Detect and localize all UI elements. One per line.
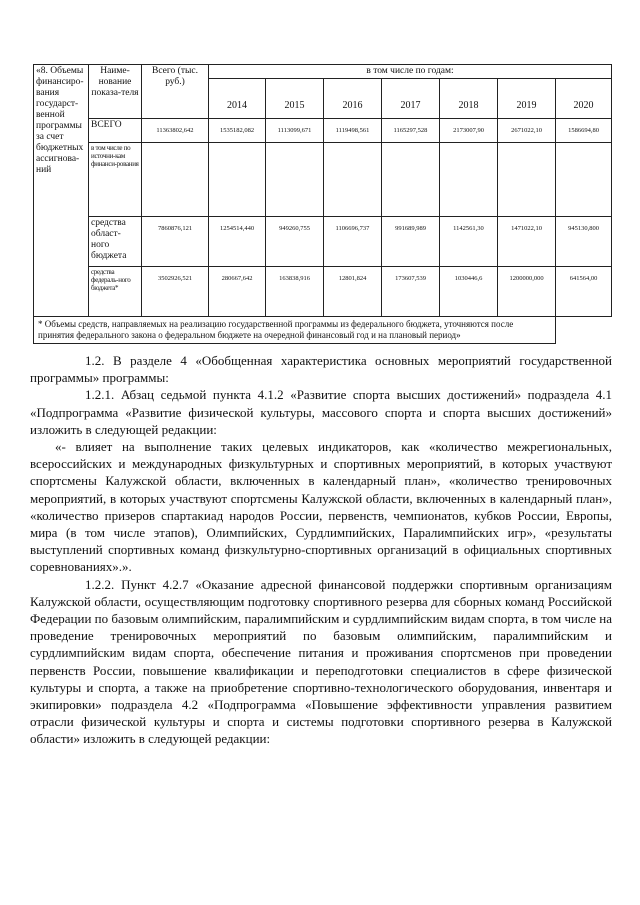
row-value: 2173007,90 [440, 119, 498, 143]
year-2014: 2014 [209, 79, 266, 119]
row-value: 991689,989 [382, 217, 440, 267]
year-2019: 2019 [498, 79, 556, 119]
row-value: 163838,916 [266, 267, 324, 317]
paragraph-1-2-1: 1.2.1. Абзац седьмой пункта 4.1.2 «Развитие спорта высших достижений» подраздела 4.1 «Подпрограмма «Развитие физической культуры, массового спорта и спорта высших достижений» изложить в следующей редакции: [30, 387, 612, 437]
header-including: в том числе по годам: [209, 65, 612, 79]
year-2015: 2015 [266, 79, 324, 119]
table-footnote: * Объемы средств, направляемых на реализацию государственной программы из федерального бюджета, уточняются после принятия федерального закона о федеральном бюджете на очередной финансовый год и на плановый период» [34, 317, 556, 344]
paragraph-1-2-2: 1.2.2. Пункт 4.2.7 «Оказание адресной финансовой поддержки спортивным организациям Калужской области, осуществляющим подготовку спортивного резерва для сборных команд Российской Федерации по базовым олимпийским, паралимпийским и сурдлимпийским видам спорта, в том числе на проведение тренировочных мероприятий по базовым олимпийским, паралимпийским и сурдлимпийским видам спорта, обеспечение питания и проживания спортсменов при проведении первенств России, повышение квалификации и переподготовки специалистов в сфере физической культуры и спорта, а также на приобретение спортивно-технологического оборудования, инвентаря и экипировки» подраздела 4.2 «Подпрограмма «Повышение эффективности управления развитием отрасли физической культуры и спорта и системы подготовки спортивного резерва в Калужской области» изложить в следующей редакции: [30, 576, 612, 747]
paragraph-quote: «- влияет на выполнение таких целевых индикаторов, как «количество межрегиональных, всероссийских и международных физкультурных и спортивных мероприятий, в которых участвуют спортсмены Калужской области, включенных в календарный план», «количество тренировочных мероприятий, в которых участвуют спортсмены Калужской области, включенных в календарный план», «количество призеров спартакиад народов России, первенств, чемпионатов, кубков России, Европы, мира (в том числе этапов), Олимпийских, Сурдлимпийских, Паралимпийских игр», «результаты выступлений спортивных команд физкультурно-спортивных организаций в официальных спортивных соревнованиях».». [30, 439, 612, 575]
row-value [382, 143, 440, 217]
year-2020: 2020 [556, 79, 612, 119]
financing-table [33, 64, 612, 344]
row-total: 11363802,642 [142, 119, 209, 143]
row-total: 3502926,521 [142, 267, 209, 317]
row-value: 2671022,10 [498, 119, 556, 143]
row-value: 1254514,440 [209, 217, 266, 267]
row-name: средства федераль-ного бюджета* [89, 267, 142, 317]
row-value [324, 143, 382, 217]
row-value: 280667,642 [209, 267, 266, 317]
row-value [440, 143, 498, 217]
year-2017: 2017 [382, 79, 440, 119]
row-name: средства област-ного бюджета [89, 217, 142, 267]
paragraph-1-2: 1.2. В разделе 4 «Обобщенная характеристика основных мероприятий государственной программы» программы: [30, 353, 612, 386]
row-total [142, 143, 209, 217]
row-name: в том числе по источни-кам финанси-рования [89, 143, 142, 217]
row-value: 1119498,561 [324, 119, 382, 143]
table-row [34, 119, 612, 143]
row-value [209, 143, 266, 217]
row-value: 1471022,10 [498, 217, 556, 267]
row-value: 945130,800 [556, 217, 612, 267]
row-value [498, 143, 556, 217]
row-value: 1106696,737 [324, 217, 382, 267]
row-total: 7860876,121 [142, 217, 209, 267]
row-value: 173607,539 [382, 267, 440, 317]
row-value: 1586694,80 [556, 119, 612, 143]
year-2018: 2018 [440, 79, 498, 119]
row-value: 1113099,671 [266, 119, 324, 143]
row-value: 1165297,528 [382, 119, 440, 143]
table-row [34, 217, 612, 267]
row-value: 949260,755 [266, 217, 324, 267]
body-text [30, 352, 612, 748]
row-value: 1200000,000 [498, 267, 556, 317]
header-total: Всего (тыс. руб.) [142, 65, 209, 119]
row-value: 1142561,30 [440, 217, 498, 267]
program-label-cell: «8. Объемы финансиро-вания государст-венной программы за счет бюджетных ассигнова-ний [34, 65, 89, 317]
row-value: 1535182,082 [209, 119, 266, 143]
table-row [34, 267, 612, 317]
row-value [266, 143, 324, 217]
table-row [34, 143, 612, 217]
year-2016: 2016 [324, 79, 382, 119]
row-name: ВСЕГО [89, 119, 142, 143]
header-name: Наиме-нование показа-теля [89, 65, 142, 119]
row-value: 641564,00 [556, 267, 612, 317]
row-value: 1030446,6 [440, 267, 498, 317]
row-value [556, 143, 612, 217]
row-value: 12801,824 [324, 267, 382, 317]
